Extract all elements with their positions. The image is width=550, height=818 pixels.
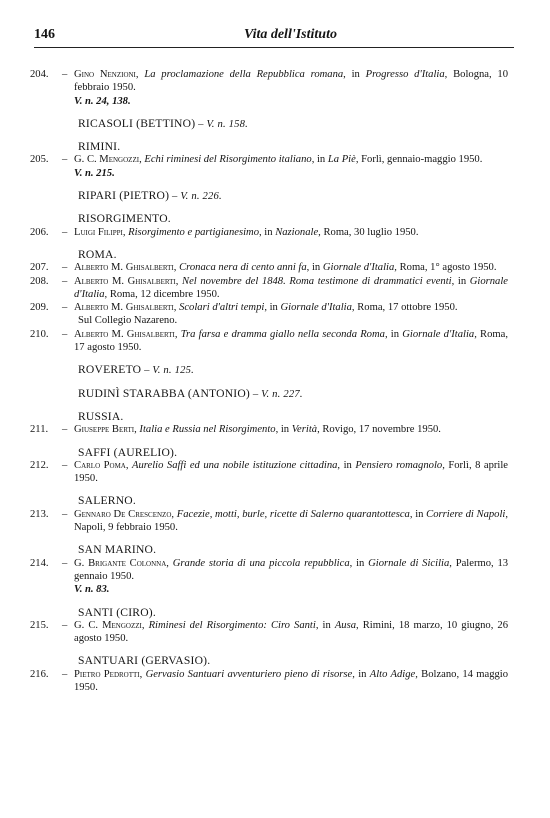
entry-dash: –	[62, 302, 68, 314]
spacer	[30, 534, 508, 543]
entry-in: , in	[349, 557, 369, 569]
see-reference: – V. n. 125.	[141, 365, 194, 377]
entry-author: Carlo Poma	[74, 459, 126, 471]
entry-title: Gervasio Santuari avventuriero pieno di risorse	[145, 668, 353, 680]
entry-dash: –	[62, 668, 68, 680]
bibliography-entry	[30, 261, 508, 274]
entry-in: , in	[264, 302, 281, 314]
entry-body	[74, 275, 508, 302]
entry-number: 204.	[30, 69, 49, 80]
spacer	[30, 437, 508, 446]
entry-title: Italia e Russia nel Risorgimento	[139, 424, 276, 436]
entry-author: Luigi Filippi	[74, 226, 123, 238]
see-reference: – V. n. 158.	[195, 118, 249, 130]
entry-body	[74, 68, 508, 95]
entry-author: Giuseppe Berti	[74, 424, 135, 436]
entry-publication: La Piè	[327, 154, 356, 166]
cross-reference: V. n. 83.	[74, 584, 110, 596]
entry-comma: ,	[139, 668, 146, 680]
running-title: Vita dell'Istituto	[244, 27, 337, 42]
entry-author: G. Brigante Colonna	[74, 557, 167, 569]
entry-place-date: , Roma, 17 ottobre 1950.	[351, 302, 458, 314]
entry-body	[74, 261, 508, 274]
entry-publication: Progresso d'Italia	[365, 69, 445, 80]
subject-name: RUSSIA.	[78, 409, 124, 423]
entry-publication: Alto Adige	[369, 668, 416, 680]
entry-comma: ,	[173, 302, 180, 314]
subject-heading	[30, 543, 508, 556]
entry-publication: Corriere di Napoli	[426, 508, 506, 520]
subject-heading	[30, 494, 508, 507]
entry-title: Risorgimento e partigianesimo	[128, 226, 259, 238]
entry-number: 216.	[30, 668, 49, 680]
entry-publication: Ausa	[334, 619, 356, 631]
subject-name: RICASOLI (BETTINO)	[78, 116, 196, 130]
entry-publication: Giornale d'Italia	[74, 275, 509, 300]
bibliography-entry	[30, 668, 508, 695]
bibliography-entry	[30, 275, 508, 302]
entry-place-date: , Forlì, 8 aprile 1950.	[74, 459, 508, 485]
entry-body	[74, 619, 508, 646]
entry-title: Aurelio Saffi ed una nobile istituzione cittadina	[132, 459, 338, 471]
bibliography-entry	[30, 226, 508, 239]
spacer	[30, 645, 508, 654]
bibliography-entry	[30, 508, 508, 535]
entry-dash: –	[62, 619, 68, 631]
entry-title: Echi riminesi del Risorgimento italiano	[144, 154, 312, 166]
entry-in: , in	[275, 424, 292, 436]
entry-body	[74, 153, 508, 166]
entry-place-date: , Forlì, gennaio-maggio 1950.	[355, 154, 483, 166]
bibliography-entry	[30, 153, 508, 166]
spacer	[30, 239, 508, 248]
entry-author: Pietro Pedrotti	[74, 668, 140, 680]
entry-author: Alberto M. Ghisalberti	[74, 328, 175, 340]
entry-in: , in	[384, 328, 403, 340]
entry-publication: Verità	[291, 424, 318, 436]
entry-note: Sul Collegio Nazareno.	[78, 315, 178, 327]
entry-author: Alberto M. Ghisalberti	[74, 302, 174, 314]
entry-in: , in	[306, 262, 323, 274]
entry-body	[74, 328, 508, 355]
see-reference: – V. n. 226.	[169, 191, 222, 203]
subject-name: SAN MARINO.	[78, 543, 157, 557]
entry-number: 210.	[30, 328, 49, 340]
entry-author: G. C. Mengozzi	[74, 619, 142, 631]
entry-title: Scolari d'altri tempi	[179, 302, 265, 314]
cross-reference: V. n. 215.	[74, 167, 115, 179]
entry-comma: ,	[175, 275, 182, 287]
bibliography-entry	[30, 557, 508, 584]
entry-author: Gennaro De Crescenzo	[74, 508, 172, 520]
entry-comma: ,	[134, 424, 140, 436]
entry-number: 212.	[30, 459, 49, 471]
entry-title: Tra farsa e dramma giallo nella seconda Roma	[180, 328, 385, 340]
entry-number: 207.	[30, 262, 49, 274]
entry-publication: Giornale d'Italia	[402, 328, 475, 340]
entry-title: Cronaca nera di cento anni fa	[179, 262, 307, 274]
subject-heading	[30, 606, 508, 619]
entry-place-date: , Bologna, 10 febbraio 1950.	[74, 69, 509, 94]
entry-publication: Pensiero romagnolo	[355, 459, 443, 471]
entry-comma: ,	[174, 328, 181, 340]
page-number: 146	[34, 27, 55, 42]
entry-body	[74, 508, 508, 535]
entry-title: Nel novembre del 1848. Roma testimone di drammatici eventi	[182, 275, 452, 287]
entry-in: , in	[315, 619, 335, 631]
entry-number: 209.	[30, 302, 49, 314]
entry-place-date: , Rimini, 18 marzo, 10 giugno, 26 agosto 1950.	[74, 619, 508, 645]
cross-reference: V. n. 24, 138.	[74, 95, 131, 107]
subject-heading	[30, 410, 508, 423]
entry-dash: –	[62, 459, 68, 471]
entry-dash: –	[62, 154, 68, 166]
entry-dash: –	[62, 262, 68, 274]
entry-body	[74, 423, 508, 436]
bibliography-entry	[30, 423, 508, 436]
entry-comma: ,	[135, 69, 145, 80]
entry-place-date: , Bolzano, 14 maggio 1950.	[74, 668, 509, 693]
subject-heading	[30, 446, 508, 459]
subject-name: SANTI (CIRO).	[78, 605, 156, 619]
subject-heading	[30, 140, 508, 153]
entry-place-date: , Rovigo, 17 novembre 1950.	[317, 424, 441, 436]
subject-heading	[30, 387, 508, 401]
entry-comma: ,	[166, 557, 173, 569]
entry-comma: ,	[122, 226, 129, 238]
subject-name: RIMINI.	[78, 140, 121, 154]
entry-comma: ,	[141, 619, 149, 631]
subject-heading	[30, 363, 508, 377]
entry-publication: Giornale di Sicilia	[368, 557, 450, 569]
entry-body	[74, 226, 508, 239]
entry-author: G. C. Mengozzi	[74, 154, 140, 166]
bibliography-entry	[30, 459, 508, 486]
subject-name: RUDINÌ STARABBA (ANTONIO)	[78, 386, 250, 400]
entry-publication: Nazionale	[275, 226, 319, 238]
entry-in: , in	[311, 154, 328, 166]
entry-place-date: , Roma, 17 agosto 1950.	[74, 328, 508, 354]
subject-name: ROMA.	[78, 247, 117, 261]
entry-place-date: , Roma, 12 dicembre 1950.	[104, 288, 220, 300]
entry-number: 213.	[30, 508, 49, 520]
entry-comma: ,	[125, 459, 133, 471]
entry-dash: –	[62, 275, 68, 287]
entry-number: 211.	[30, 424, 49, 436]
entry-place-date: , Napoli, 9 febbraio 1950.	[74, 508, 509, 534]
entry-in: , in	[259, 226, 276, 238]
subject-heading	[30, 189, 508, 203]
entry-in: , in	[337, 459, 356, 471]
entry-number: 208.	[30, 275, 49, 287]
entry-place-date: , Palermo, 13 gennaio 1950.	[74, 557, 509, 582]
entry-body	[74, 557, 508, 584]
bibliography-entry	[30, 301, 508, 314]
entry-number: 206.	[30, 226, 49, 238]
entry-author: Gino Nenzioni	[74, 69, 136, 80]
subject-heading	[30, 212, 508, 225]
entry-body	[74, 301, 508, 314]
entry-author: Alberto M. Ghisalberti	[74, 275, 176, 287]
spacer	[30, 485, 508, 494]
entry-dash: –	[62, 69, 68, 80]
entry-number: 215.	[30, 619, 49, 631]
entry-in: , in	[343, 69, 366, 80]
subject-name: SAFFI (AURELIO).	[78, 445, 178, 459]
entry-comma: ,	[139, 154, 145, 166]
spacer	[30, 597, 508, 606]
spacer	[30, 131, 508, 140]
entry-title: La proclamazione della Repubblica romana	[144, 69, 344, 80]
header-rule	[34, 47, 514, 48]
entry-author: Alberto M. Ghisalberti	[74, 262, 174, 274]
spacer	[30, 108, 508, 117]
entry-dash: –	[62, 508, 68, 520]
entry-body	[74, 668, 508, 695]
spacer	[30, 354, 508, 363]
see-reference: – V. n. 227.	[249, 388, 303, 400]
subject-heading	[30, 248, 508, 261]
entry-dash: –	[62, 226, 68, 238]
bibliography-list	[30, 68, 508, 694]
entry-place-date: , Roma, 1° agosto 1950.	[394, 262, 497, 274]
entry-in: , in	[409, 508, 427, 520]
subject-name: SANTUARI (GERVASIO).	[78, 654, 211, 668]
entry-number: 214.	[30, 557, 49, 569]
entry-publication: Giornale d'Italia	[280, 302, 352, 314]
bibliography-entry	[30, 619, 508, 646]
entry-comma: ,	[171, 508, 177, 520]
entry-body	[74, 459, 508, 486]
entry-publication: Giornale d'Italia	[322, 262, 395, 274]
subject-name: RISORGIMENTO.	[78, 212, 171, 226]
spacer	[30, 401, 508, 410]
entry-number: 205.	[30, 154, 49, 166]
entry-dash: –	[62, 557, 68, 569]
entry-place-date: , Roma, 30 luglio 1950.	[318, 226, 419, 238]
spacer	[30, 378, 508, 387]
spacer	[30, 180, 508, 189]
entry-in: , in	[352, 668, 370, 680]
page-header	[34, 27, 514, 49]
entry-dash: –	[62, 424, 68, 436]
entry-comma: ,	[173, 262, 180, 274]
bibliography-entry	[30, 328, 508, 355]
entry-title: Facezie, motti, burle, ricette di Salerno quarantottesca	[176, 508, 410, 520]
entry-dash: –	[62, 328, 68, 340]
entry-title: Riminesi del Risorgimento: Ciro Santi	[148, 619, 316, 631]
subject-heading	[30, 117, 508, 131]
subject-name: SALERNO.	[78, 494, 136, 508]
subject-name: ROVERETO	[78, 363, 142, 377]
entry-in: , in	[451, 275, 470, 287]
subject-name: RIPARI (PIETRO)	[78, 189, 170, 203]
subject-heading	[30, 654, 508, 667]
spacer	[30, 203, 508, 212]
entry-title: Grande storia di una piccola repubblica	[172, 557, 350, 569]
bibliography-entry	[30, 68, 508, 95]
